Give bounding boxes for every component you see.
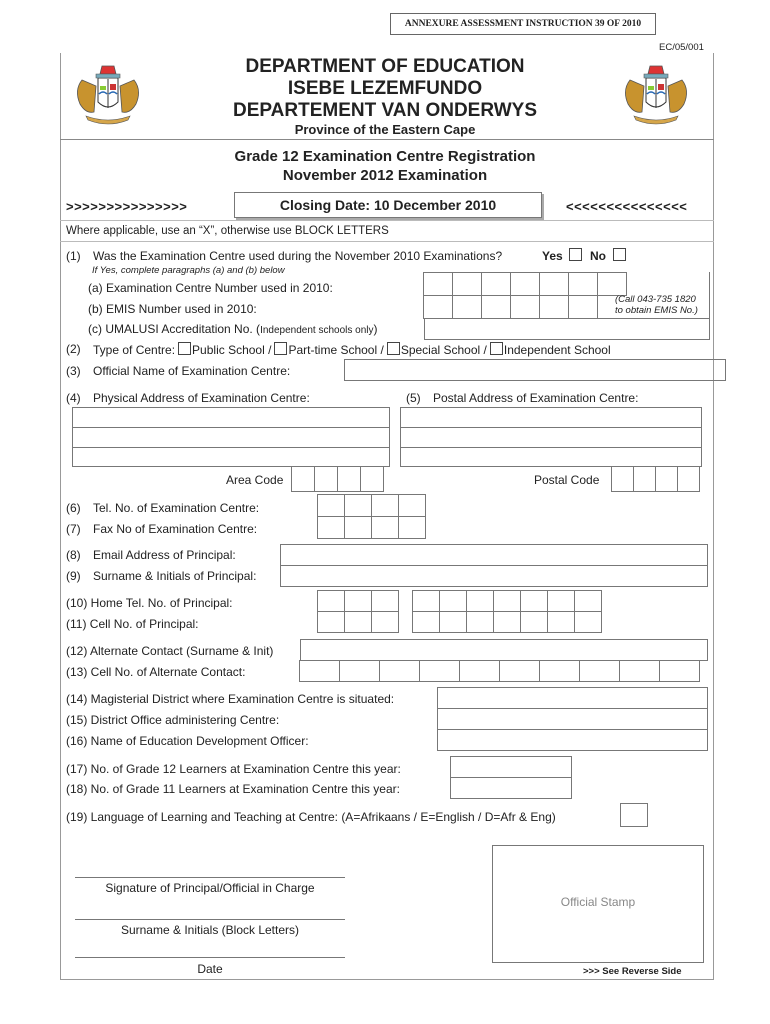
q8-label: Email Address of Principal: [93, 548, 236, 562]
special-school-checkbox[interactable] [387, 342, 400, 355]
form-subtitle: November 2012 Examination [282, 167, 488, 184]
physical-address-line [72, 427, 390, 428]
dept-title-af: DEPARTEMENT VAN ONDERWYS [232, 100, 538, 121]
q13-label: (13) Cell No. of Alternate Contact: [66, 665, 246, 679]
surname-line [75, 919, 345, 920]
district-office-input[interactable] [437, 708, 708, 730]
see-reverse-label: >>> See Reverse Side [583, 966, 682, 977]
form-title: Grade 12 Examination Centre Registration [234, 148, 536, 165]
alternate-cell-grid[interactable] [300, 660, 700, 682]
q1b-label: (b) EMIS Number used in 2010: [88, 302, 257, 316]
official-stamp-label: Official Stamp [560, 895, 636, 909]
postal-address-line [400, 447, 702, 448]
cell-number-grid[interactable] [413, 611, 602, 633]
title-divider [60, 220, 714, 221]
coat-of-arms-icon [620, 60, 692, 128]
grade11-learners-input[interactable] [450, 777, 572, 799]
q7-number: (7) [66, 522, 81, 536]
language-code-input[interactable] [620, 803, 648, 827]
postal-address-input[interactable] [400, 407, 702, 467]
q4-label: Physical Address of Examination Centre: [93, 391, 310, 405]
signature-label: Signature of Principal/Official in Charge [105, 881, 315, 895]
edo-name-input[interactable] [437, 729, 708, 751]
grade12-learners-input[interactable] [450, 756, 572, 778]
signature-line [75, 877, 345, 878]
tel-number-grid[interactable] [318, 494, 426, 517]
postal-code-grid[interactable] [612, 466, 700, 492]
public-school-checkbox[interactable] [178, 342, 191, 355]
q1a-centre-number-grid[interactable] [424, 272, 627, 296]
centre-name-input[interactable] [344, 359, 726, 381]
q1c-umalusi-input[interactable] [424, 318, 710, 340]
home-tel-number-grid[interactable] [413, 590, 602, 612]
q9-number: (9) [66, 569, 81, 583]
principal-surname-input[interactable] [280, 565, 708, 587]
emis-call-note-2: to obtain EMIS No.) [615, 305, 698, 316]
q17-label: (17) No. of Grade 12 Learners at Examination Centre this year: [66, 762, 401, 776]
home-tel-code-grid[interactable] [318, 590, 399, 612]
q10-label: (10) Home Tel. No. of Principal: [66, 596, 233, 610]
q2-label: Type of Centre: Public School / Part-time School / Special School / Independent School [93, 343, 611, 357]
physical-address-input[interactable] [72, 407, 390, 467]
province-label: Province of the Eastern Cape [294, 122, 476, 137]
q1b-emis-number-grid[interactable] [424, 295, 598, 319]
magisterial-district-input[interactable] [437, 687, 708, 709]
q1-question: Was the Examination Centre used during the November 2010 Examinations? [93, 249, 503, 263]
q15-label: (15) District Office administering Centre: [66, 713, 280, 727]
q14-label: (14) Magisterial District where Examination Centre is situated: [66, 692, 395, 706]
arrows-right: <<<<<<<<<<<<<<< [566, 199, 688, 214]
q5-number: (5) [406, 391, 421, 405]
area-code-label: Area Code [226, 473, 284, 487]
q5-label: Postal Address of Examination Centre: [433, 391, 639, 405]
coat-of-arms-icon [72, 60, 144, 128]
part-time-school-checkbox[interactable] [274, 342, 287, 355]
cell-code-grid[interactable] [318, 611, 399, 633]
q1-no-label: No [590, 249, 606, 263]
q9-label: Surname & Initials of Principal: [93, 569, 257, 583]
dept-title-en: DEPARTMENT OF EDUCATION [245, 56, 525, 77]
dept-title-xh: ISEBE LEZEMFUNDO [287, 78, 483, 99]
q7-label: Fax No of Examination Centre: [93, 522, 258, 536]
q11-label: (11) Cell No. of Principal: [66, 617, 199, 631]
principal-email-input[interactable] [280, 544, 708, 566]
date-line [75, 957, 345, 958]
q1-yes-checkbox[interactable] [569, 248, 582, 261]
q1-yes-label: Yes [542, 249, 563, 263]
header-divider [60, 139, 714, 140]
emis-call-note: (Call 043-735 1820 [615, 294, 696, 305]
q12-label: (12) Alternate Contact (Surname & Init) [66, 644, 274, 658]
form-code: EC/05/001 [659, 42, 704, 53]
q6-label: Tel. No. of Examination Centre: [93, 501, 260, 515]
q1-note: If Yes, complete paragraphs (a) and (b) below [92, 265, 285, 276]
q4-number: (4) [66, 391, 81, 405]
q19-label: (19) Language of Learning and Teaching at Centre: (A=Afrikaans / E=English / D=Afr & Eng) [66, 810, 556, 824]
q2-number: (2) [66, 342, 81, 356]
q1-number: (1) [66, 249, 81, 263]
postal-address-line [400, 427, 702, 428]
date-label: Date [197, 962, 223, 976]
arrows-left: >>>>>>>>>>>>>>> [66, 199, 188, 214]
q1-no-checkbox[interactable] [613, 248, 626, 261]
surname-initials-label: Surname & Initials (Block Letters) [120, 923, 300, 937]
closing-date: Closing Date: 10 December 2010 [234, 192, 542, 218]
q18-label: (18) No. of Grade 11 Learners at Examination Centre this year: [66, 782, 400, 796]
annexure-label: ANNEXURE ASSESSMENT INSTRUCTION 39 OF 2010 [390, 13, 656, 35]
q3-number: (3) [66, 364, 81, 378]
q3-label: Official Name of Examination Centre: [93, 364, 291, 378]
independent-school-checkbox[interactable] [490, 342, 503, 355]
q1c-label: (c) UMALUSI Accreditation No. (Independent schools only) [88, 322, 378, 336]
q1a-label: (a) Examination Centre Number used in 2010: [88, 281, 333, 295]
area-code-grid[interactable] [292, 466, 384, 492]
postal-code-label: Postal Code [534, 473, 600, 487]
fax-number-grid[interactable] [318, 516, 426, 539]
physical-address-line [72, 447, 390, 448]
instruction-text: Where applicable, use an “X”, otherwise use BLOCK LETTERS [66, 225, 389, 237]
q16-label: (16) Name of Education Development Officer: [66, 734, 309, 748]
instruction-divider [60, 241, 714, 242]
alternate-contact-input[interactable] [300, 639, 708, 661]
q8-number: (8) [66, 548, 81, 562]
q6-number: (6) [66, 501, 81, 515]
